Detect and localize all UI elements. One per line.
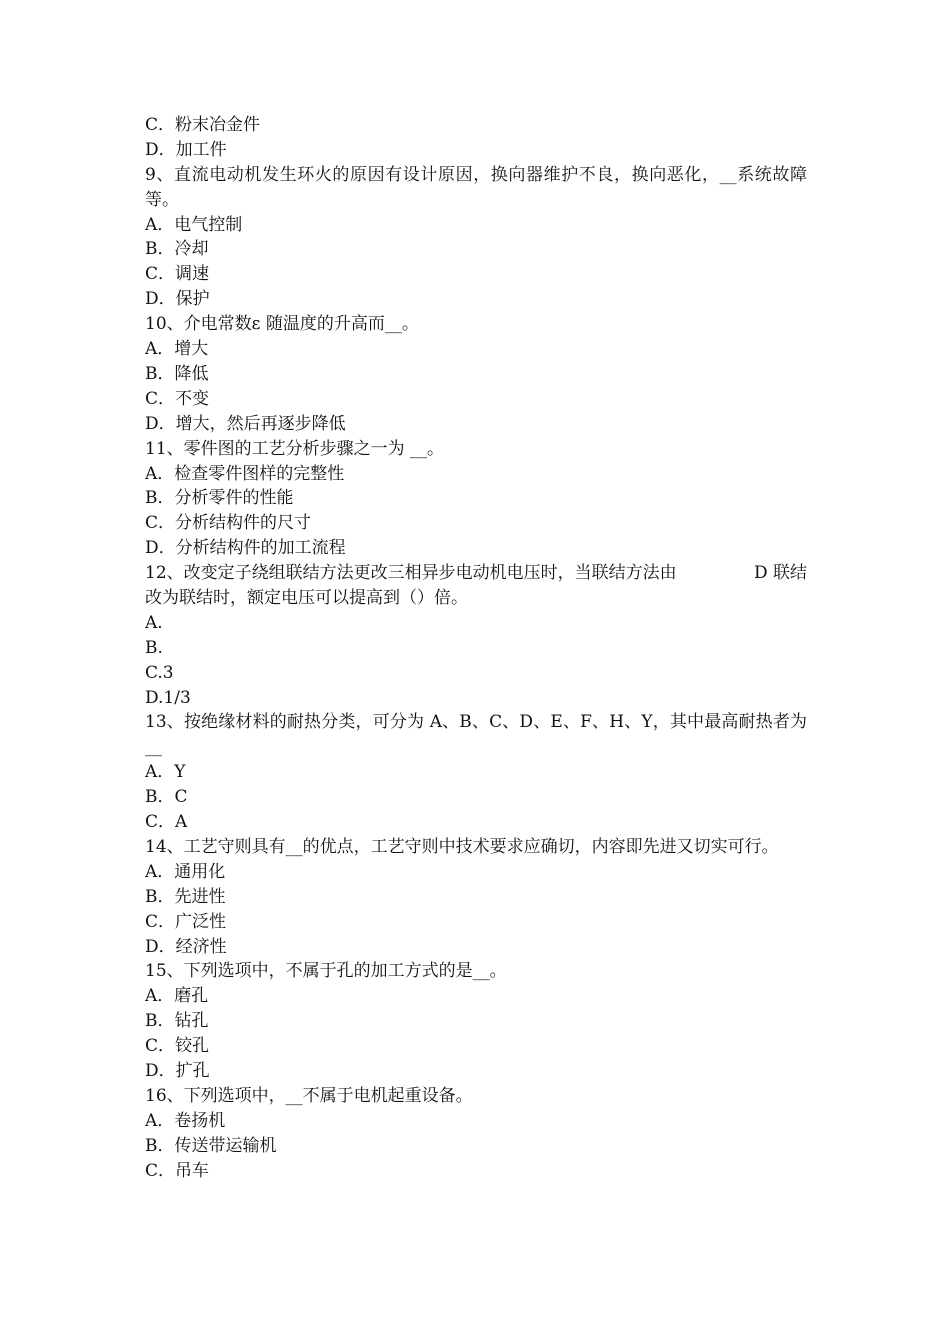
question-text: 11、零件图的工艺分析步骤之一为 __。 xyxy=(145,438,445,459)
answer-option: B．先进性 xyxy=(145,886,226,907)
question-text: 9、直流电动机发生环火的原因有设计原因，换向器维护不良，换向恶化，__系统故障等。 xyxy=(145,164,807,210)
answer-option: C．不变 xyxy=(145,388,210,409)
question-12-left: 12、改变定子绕组联结方法更改三相异步电动机电压时，当联结方法由 xyxy=(145,563,677,584)
answer-option: B．传送带运输机 xyxy=(145,1135,277,1156)
answer-option: A．通用化 xyxy=(145,861,226,882)
answer-option: A．Y xyxy=(145,762,186,783)
answer-option: A．增大 xyxy=(145,339,209,360)
question-text: 15、下列选项中，不属于孔的加工方式的是__。 xyxy=(145,961,507,982)
answer-option: C．分析结构件的尺寸 xyxy=(145,513,312,534)
answer-option: A．检查零件图样的完整性 xyxy=(145,463,345,484)
answer-option: A. xyxy=(145,612,163,633)
answer-option: C.3 xyxy=(145,662,174,683)
answer-option: D．扩孔 xyxy=(145,1060,210,1081)
answer-option: C．铰孔 xyxy=(145,1036,210,1057)
answer-option: C．吊车 xyxy=(145,1160,210,1181)
answer-option: C．广泛性 xyxy=(145,911,227,932)
answer-option: D.1/3 xyxy=(145,687,191,708)
question-text xyxy=(145,561,807,586)
question-text: 16、下列选项中，__不属于电机起重设备。 xyxy=(145,1085,473,1106)
answer-option: D．加工件 xyxy=(145,139,227,160)
question-text: 13、按绝缘材料的耐热分类，可分为 A、B、C、D、E、F、H、Y，其中最高耐热者为__ xyxy=(145,712,807,758)
answer-option: C．粉末冶金件 xyxy=(145,115,261,135)
question-text: 改为联结时，额定电压可以提高到（）倍。 xyxy=(145,587,468,608)
document-page xyxy=(145,113,807,1183)
answer-option: D．经济性 xyxy=(145,936,227,957)
answer-option: A．电气控制 xyxy=(145,214,243,235)
answer-option: B．钻孔 xyxy=(145,1011,209,1032)
answer-option: A．卷扬机 xyxy=(145,1110,226,1131)
question-12 xyxy=(145,561,807,611)
answer-option: B．降低 xyxy=(145,363,209,384)
answer-option: D．分析结构件的加工流程 xyxy=(145,538,346,559)
answer-option: A．磨孔 xyxy=(145,986,209,1007)
question-block-a xyxy=(145,113,807,561)
answer-option: B．分析零件的性能 xyxy=(145,488,294,509)
question-12-right: D 联结 xyxy=(753,563,807,584)
answer-option: C．A xyxy=(145,812,188,833)
answer-option: D．保护 xyxy=(145,289,210,310)
question-text: 10、介电常数ε 随温度的升高而__。 xyxy=(145,314,419,335)
answer-option: D．增大，然后再逐步降低 xyxy=(145,413,346,434)
answer-option: B．C xyxy=(145,787,188,808)
answer-option: C．调速 xyxy=(145,264,210,285)
answer-option: B．冷却 xyxy=(145,239,209,260)
question-block-b xyxy=(145,611,807,1184)
question-text: 14、工艺守则具有__的优点，工艺守则中技术要求应确切，内容即先进又切实可行。 xyxy=(145,836,779,857)
answer-option: B. xyxy=(145,637,163,658)
